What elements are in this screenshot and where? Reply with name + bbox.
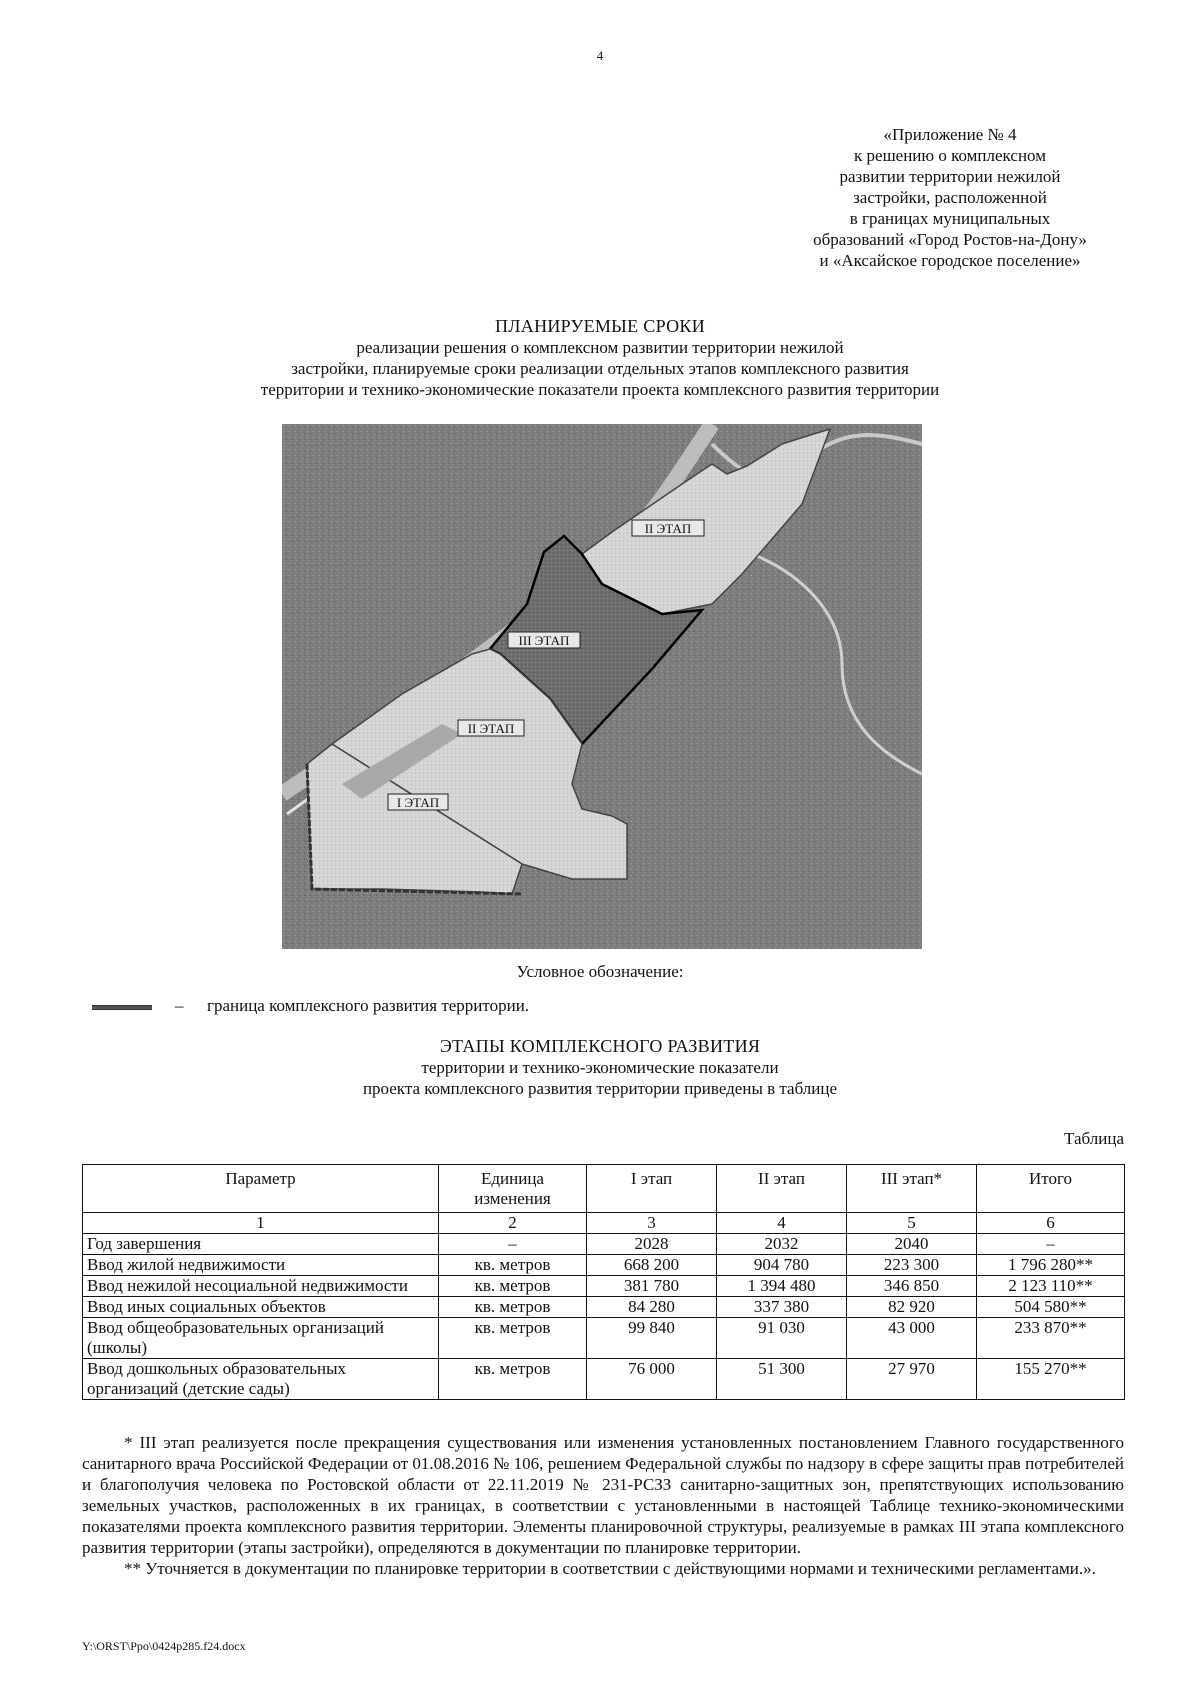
map-label-stage-2-top: II ЭТАП [644, 521, 692, 536]
table-row [83, 1234, 1125, 1255]
table-header-row [83, 1165, 1125, 1213]
table-cell: кв. метров [439, 1297, 587, 1318]
table-row [83, 1276, 1125, 1297]
appendix-header [760, 124, 1140, 271]
table-cell: – [439, 1234, 587, 1255]
table-cell: Ввод жилой недвижимости [83, 1255, 439, 1276]
stages-title [130, 1036, 1070, 1099]
table-cell: 2 123 110** [977, 1276, 1125, 1297]
map-label-stage-1: I ЭТАП [396, 795, 440, 810]
table-cell: 2040 [847, 1234, 977, 1255]
appendix-line: «Приложение № 4 [883, 125, 1017, 144]
file-path: Y:\ORST\Ppo\0424p285.f24.docx [82, 1639, 246, 1653]
page-number: 4 [596, 48, 604, 63]
table-cell: – [977, 1234, 1125, 1255]
table-header-cell: Параметр [83, 1165, 439, 1213]
table-cell: кв. метров [439, 1359, 587, 1400]
table-cell: 2 [439, 1213, 587, 1234]
table-cell: 43 000 [847, 1318, 977, 1359]
parameters-table [82, 1164, 1125, 1400]
table-cell: 381 780 [587, 1276, 717, 1297]
table-cell: 99 840 [587, 1318, 717, 1359]
table-cell: 337 380 [717, 1297, 847, 1318]
table-cell: 223 300 [847, 1255, 977, 1276]
table-cell: 84 280 [587, 1297, 717, 1318]
table-cell: 91 030 [717, 1318, 847, 1359]
stages-line: территории и технико-экономические показатели [421, 1058, 779, 1077]
table-cell: 155 270** [977, 1359, 1125, 1400]
table-cell: Год завершения [83, 1234, 439, 1255]
appendix-line: образований «Город Ростов-на-Дону» [813, 230, 1087, 249]
appendix-line: и «Аксайское городское поселение» [819, 251, 1081, 270]
title-line: реализации решения о комплексном развитии территории нежилой [356, 338, 844, 357]
table-cell: 3 [587, 1213, 717, 1234]
appendix-line: к решению о комплексном [854, 146, 1046, 165]
title-heading: ПЛАНИРУЕМЫЕ СРОКИ [494, 316, 706, 336]
footnotes [82, 1432, 1124, 1579]
table-cell: 1 [83, 1213, 439, 1234]
table-cell: кв. метров [439, 1318, 587, 1359]
table-cell: 5 [847, 1213, 977, 1234]
table-cell: 6 [977, 1213, 1125, 1234]
table-header-cell: I этап [587, 1165, 717, 1213]
table-cell: 1 796 280** [977, 1255, 1125, 1276]
map-label-stage-3: III ЭТАП [518, 633, 570, 648]
legend-dash: – [175, 996, 184, 1015]
table-cell: Ввод нежилой несоциальной недвижимости [83, 1276, 439, 1297]
table-header-cell: Единица изменения [439, 1165, 587, 1213]
title-line: территории и технико-экономические показатели проекта комплексного развития территории [260, 380, 940, 399]
table-cell: 51 300 [717, 1359, 847, 1400]
table-header-cell: III этап* [847, 1165, 977, 1213]
legend-text: граница комплексного развития территории. [207, 996, 530, 1015]
title-line: застройки, планируемые сроки реализации отдельных этапов комплексного развития [291, 359, 909, 378]
table-cell: 346 850 [847, 1276, 977, 1297]
table-cell: кв. метров [439, 1276, 587, 1297]
appendix-line: в границах муниципальных [849, 209, 1051, 228]
table-header-cell: II этап [717, 1165, 847, 1213]
stages-heading: ЭТАПЫ КОМПЛЕКСНОГО РАЗВИТИЯ [439, 1036, 761, 1056]
table-cell: Ввод дошкольных образовательных организаций (детские сады) [83, 1359, 439, 1400]
legend-title: Условное обозначение: [516, 962, 684, 981]
table-row [83, 1297, 1125, 1318]
table-caption: Таблица [1064, 1129, 1124, 1148]
table-cell: 504 580** [977, 1297, 1125, 1318]
table-cell: Ввод иных социальных объектов [83, 1297, 439, 1318]
table-row [83, 1359, 1125, 1400]
document-title [130, 316, 1070, 400]
legend-boundary-swatch [92, 1005, 152, 1010]
footnote-stage-3: * III этап реализуется после прекращения существования или изменения установленных постановлением Главного государственного санитарного врача Российской Федерации от 01.08.2016 № 106, решением Федеральной службы по надзору в сфере защиты прав потребителей и благополучия человека по Ростовской области от 22.11.2019 № 231-РСЗЗ санитарно-защитных зон, препятствующих использованию земельных участков, расположенных в их границах, в соответствии с установленными в настоящей Таблице технико-экономическими показателями проекта комплексного развития территории. Элементы планировочной структуры, реализуемые в рамках III этапа комплексного развития территории (этапы застройки), определяются в документации по планировке территории. [82, 1433, 1124, 1557]
table-cell: 668 200 [587, 1255, 717, 1276]
table-cell: 1 394 480 [717, 1276, 847, 1297]
appendix-line: развитии территории нежилой [839, 167, 1061, 186]
territory-map [282, 424, 922, 949]
table-number-row [83, 1213, 1125, 1234]
table-header-cell: Итого [977, 1165, 1125, 1213]
table-row [83, 1255, 1125, 1276]
table-cell: 233 870** [977, 1318, 1125, 1359]
table-cell: Ввод общеобразовательных организаций (школы) [83, 1318, 439, 1359]
table-cell: 76 000 [587, 1359, 717, 1400]
footnote-totals: ** Уточняется в документации по планировке территории в соответствии с действующими нормами и техническими регламентами.». [124, 1559, 1096, 1578]
table-cell: 2032 [717, 1234, 847, 1255]
table-cell: 27 970 [847, 1359, 977, 1400]
table-cell: 904 780 [717, 1255, 847, 1276]
table-cell: кв. метров [439, 1255, 587, 1276]
table-cell: 4 [717, 1213, 847, 1234]
map-label-stage-2-left: II ЭТАП [467, 721, 515, 736]
stages-line: проекта комплексного развития территории приведены в таблице [362, 1079, 838, 1098]
table-row [83, 1318, 1125, 1359]
table-cell: 2028 [587, 1234, 717, 1255]
table-cell: 82 920 [847, 1297, 977, 1318]
appendix-line: застройки, расположенной [853, 188, 1047, 207]
